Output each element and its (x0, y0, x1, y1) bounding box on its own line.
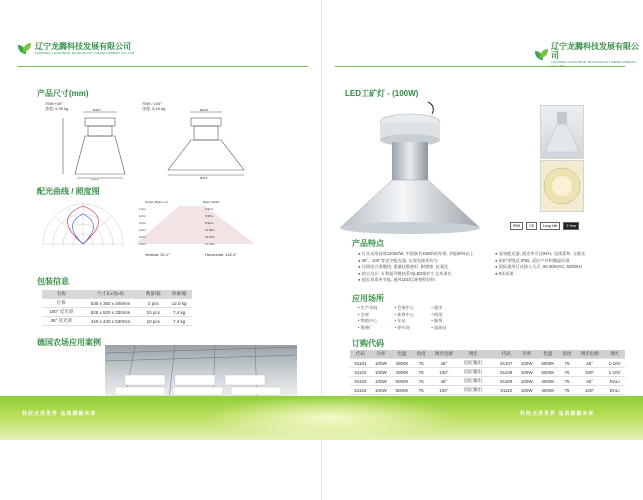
order-cell: 81103 (350, 377, 371, 386)
order-cell: 5000K (391, 386, 413, 395)
feature-item: ● 5年质保 (495, 270, 514, 276)
order-cell: 75 (559, 359, 575, 368)
header-rule-right (335, 66, 625, 67)
light-curve-title: 配光曲线 / 照度图 (37, 187, 100, 196)
order-cell: 100W (371, 368, 391, 377)
leaf-logo-icon (18, 43, 32, 55)
footer-slogan-right: 科技点亮世界 品质凝聚未来 (520, 411, 595, 417)
dim-b-label: 75W / 100° (142, 101, 162, 106)
order-cell: 100W (371, 359, 391, 368)
features-list-right (495, 251, 625, 277)
footer-band (0, 396, 643, 440)
illum-row-4-w: 11.89m (205, 228, 215, 232)
order-cell: 81108 (496, 368, 517, 377)
application-item: • 停车场 (394, 324, 410, 330)
order-cell: 100W (517, 359, 537, 368)
table-row (350, 386, 625, 395)
application-item: • 加油站 (431, 324, 447, 330)
dim-a-top: Ø48.7 (93, 108, 102, 112)
application-item: • 船坞 (431, 318, 443, 323)
application-item: • 仓库 (358, 311, 370, 317)
package-table (42, 290, 192, 326)
application-item: • 生产车间 (358, 305, 378, 310)
illuminance-chart (135, 198, 295, 248)
order-col: 调光电源 (575, 350, 604, 359)
order-col: 角度 (413, 350, 429, 359)
dim-b-weight: 净重: 5.19 kg (142, 106, 166, 111)
package-col: 名称 (42, 290, 81, 299)
application-item: • 物流中心 (358, 318, 378, 323)
dim-b-top: Ø60.5 (200, 108, 209, 112)
header-rule-left (18, 66, 308, 67)
order-col: 调光 (459, 350, 488, 359)
illum-row-6: 6.0m (139, 242, 146, 246)
order-cell: 4000K (537, 377, 559, 386)
applications-title: 应用场所 (352, 294, 384, 303)
order-col: 色温 (391, 350, 413, 359)
order-cell: 100W (517, 377, 537, 386)
order-col: 角度 (559, 350, 575, 359)
package-col: 数量/箱 (140, 290, 166, 299)
order-cell: 100° (429, 386, 458, 395)
order-cell: 81107 (496, 359, 517, 368)
order-cell: 100° (575, 368, 604, 377)
package-cell: 45° 反光罩 (42, 317, 81, 326)
lamp-thumbnail-side (540, 105, 584, 159)
warranty-badge: 5 Year (563, 222, 579, 230)
order-cell: DALI (604, 386, 625, 395)
order-cell: 5000K (537, 359, 559, 368)
feature-item: ● 国际通用灯具接入方式, 90-305VAC, 50/60Hz (495, 264, 583, 269)
table-header-row (42, 290, 192, 299)
application-item: • 车站 (394, 318, 406, 323)
application-item: • 机场 (431, 311, 443, 317)
order-col: 功率 (371, 350, 391, 359)
order-cell: 100W (371, 386, 391, 395)
order-cell: 1-10V (604, 368, 625, 377)
illum-legend-vertical: Vertical: 52.1° (145, 252, 170, 257)
greenhouse-illustration (105, 345, 297, 399)
ce-badge: CE (526, 222, 537, 230)
lamp-thumbnail-bottom (540, 160, 584, 212)
package-col: 尺寸长x宽x高 (81, 290, 141, 299)
illum-row-3-w: 8.92m (205, 221, 214, 225)
package-cell: 10 pcs (140, 308, 166, 317)
package-cell: 灯体 (42, 299, 81, 308)
order-cell: 1-10V (604, 359, 625, 368)
order-cell: 81110 (496, 386, 517, 395)
application-item: • 维修厂 (358, 324, 374, 330)
feature-item: ● 压铸铝合金散热, 重量轻散热好, 耐腐蚀, 抗氧化 (358, 264, 449, 269)
order-cell: 45° (429, 377, 458, 386)
table-row (350, 368, 625, 377)
order-cell: 45° (575, 359, 604, 368)
illum-row-2-w: 5.95m (205, 214, 214, 218)
order-cell: 100W (517, 368, 537, 377)
package-cell: 7.4 kg (166, 317, 192, 326)
order-col: 调光电源 (429, 350, 458, 359)
feature-item: ● 防尘设计, 专利超导散热系统LED维护少且寿命长 (358, 270, 452, 276)
order-gap (488, 350, 496, 359)
company-name-cn: 辽宁龙腾科技发展有限公司 (550, 42, 639, 60)
order-cell: 75 (413, 359, 429, 368)
dimension-drawing-45 (55, 108, 145, 180)
lamp-thumbnail-icon (541, 106, 583, 158)
leaf-logo-icon (535, 49, 548, 61)
package-cell: 525 x 520 x 330mm (81, 308, 141, 317)
features-title: 产品特点 (352, 239, 384, 248)
feature-item: ● 防护等级达 IP65, 适应户外和潮湿环境 (495, 257, 570, 263)
illum-row-4: 4.0m (139, 228, 146, 232)
package-cell: 2 pcs (140, 299, 166, 308)
application-item: • 超市 (431, 305, 443, 310)
order-cell: 固定输出 (459, 359, 488, 368)
farm-case-photo (105, 345, 297, 399)
application-item: • 会展中心 (394, 305, 415, 310)
features-list-left (358, 251, 488, 284)
dimension-drawing-100 (160, 108, 250, 180)
illum-row-5: 5.0m (139, 235, 146, 239)
company-logo-right (535, 42, 643, 68)
case-title: 德国农场应用案例 (37, 338, 101, 347)
illum-head-beam: Beam Width (203, 200, 220, 204)
table-row (350, 359, 625, 368)
illum-row-1: 1.0m (139, 207, 146, 211)
order-cell: 4000K (537, 386, 559, 395)
order-cell: 5000K (391, 377, 413, 386)
illum-legend-horizontal: Horizontal: 142.4° (205, 252, 237, 257)
package-title: 包装信息 (37, 277, 69, 286)
feature-item: ● 高效配光器, 透光率可达94%, 光线柔和, 无眩光 (495, 251, 586, 256)
feature-item: ● 超长寿命更节能, 通风LED灯源独特结构 (358, 277, 435, 282)
order-col: 调光 (604, 350, 625, 359)
dim-a-weight: 净重: 5.35 kg (45, 106, 69, 111)
order-cell: 固定输出 (459, 368, 488, 377)
order-cell: 75 (413, 377, 429, 386)
illum-row-3: 3.0m (139, 221, 146, 225)
package-cell: 7.4 kg (166, 308, 192, 317)
order-cell: 75 (559, 377, 575, 386)
order-cell: 100° (429, 368, 458, 377)
package-cell: 530 x 350 x 400mm (81, 299, 141, 308)
company-name-en: LIAONING LONGTENG TECHNOLOGY DEVELOPMENT (550, 60, 637, 64)
order-cell: 100W (517, 386, 537, 395)
product-title: LED工矿灯 - (100W) (345, 89, 419, 98)
table-header-row (350, 350, 625, 359)
company-logo-left (18, 42, 134, 55)
order-cell: 81109 (496, 377, 517, 386)
order-col: 功率 (517, 350, 537, 359)
table-row (350, 377, 625, 386)
order-cell: 75 (559, 368, 575, 377)
table-row (42, 299, 192, 308)
polar-distribution-chart (42, 198, 124, 246)
applications-grid (358, 305, 468, 331)
order-cell: 100W (371, 377, 391, 386)
package-cell: 12.0 kg (166, 299, 192, 308)
order-cell: 固定输出 (459, 377, 488, 386)
led-chip-array-icon (541, 161, 583, 211)
led-highbay-lamp-image (340, 100, 490, 235)
illum-row-1-w: 2.97m (205, 207, 214, 211)
order-cell: DALI (604, 377, 625, 386)
certification-badges (510, 222, 579, 230)
company-name-en: LIAONING LONGTENG TECHNOLOGY DEVELOPMENT CO.,LTD (35, 51, 135, 55)
package-col: 净重/箱 (166, 290, 192, 299)
illum-row-2: 2.0m (139, 214, 146, 218)
order-cell: 5000K (537, 368, 559, 377)
illum-row-5-w: 14.87m (205, 235, 216, 239)
application-item: • 体育中心 (394, 311, 415, 317)
order-cell: 4000K (391, 359, 413, 368)
order-cell: 81104 (350, 386, 371, 395)
dim-b-bottom: Ø418 (200, 176, 208, 180)
order-gap (488, 359, 496, 368)
order-gap (488, 386, 496, 395)
order-cell: 75 (413, 368, 429, 377)
package-cell: 440 x 440 x 530mm (81, 317, 141, 326)
order-col: 色温 (537, 350, 559, 359)
order-cell: 75 (559, 386, 575, 395)
order-cell: 100° (575, 386, 604, 395)
order-cell: 4000K (391, 368, 413, 377)
order-gap (488, 377, 496, 386)
feature-item: ● 45°、100°等光学配光器, 实现光斑更均匀 (358, 257, 438, 263)
order-cell: 45° (429, 359, 458, 368)
company-name-cn: 辽宁龙腾科技发展有限公司 (35, 42, 131, 51)
feature-item: ● 灯具采用高效120lm/W, 中国独有1500h的寿命, 节能60%以上 (358, 251, 474, 256)
footer-slogan-left: 科技点亮世界 品质凝聚未来 (22, 411, 97, 417)
order-cell: 75 (413, 386, 429, 395)
table-row (42, 308, 192, 317)
dim-a-label: 75W/+45° (45, 101, 63, 106)
table-row (42, 317, 192, 326)
order-col: 代码 (350, 350, 371, 359)
order-cell: 固定输出 (459, 386, 488, 395)
order-cell: 81102 (350, 368, 371, 377)
dim-a-bottom: Ø418 (91, 178, 99, 180)
illum-head-lux: Center Beam Lux (145, 200, 169, 204)
order-cell: 81101 (350, 359, 371, 368)
long-life-badge: Long Life (540, 222, 560, 230)
order-gap (488, 368, 496, 377)
order-col: 代码 (496, 350, 517, 359)
package-cell: 100° 反光罩 (42, 308, 81, 317)
order-cell: 45° (575, 377, 604, 386)
order-title: 订购代码 (352, 339, 384, 348)
package-cell: 10 pcs (140, 317, 166, 326)
dimensions-title: 产品尺寸(mm) (37, 89, 89, 98)
ip65-badge: IP65 (510, 222, 523, 230)
illum-row-6-w: 17.84m (205, 242, 216, 246)
footer-glow (200, 396, 460, 440)
